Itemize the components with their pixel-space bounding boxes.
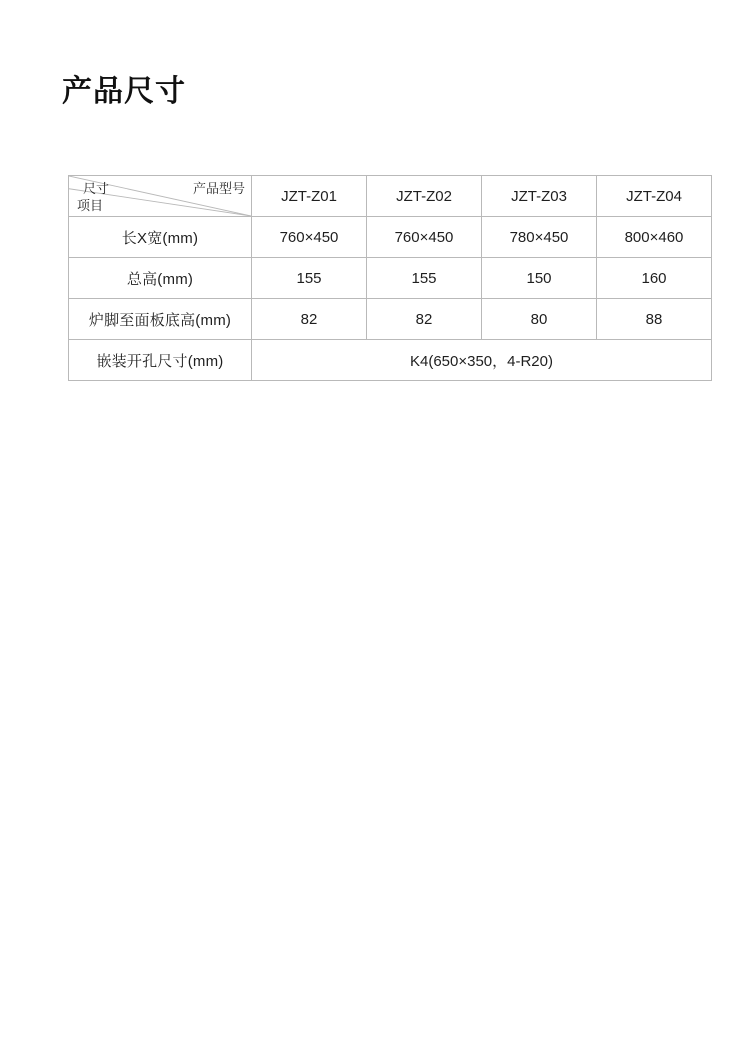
model-header-1: JZT-Z01 xyxy=(252,176,367,217)
row-label-size: 长X宽(mm) xyxy=(69,217,252,258)
cell-height-z04: 160 xyxy=(597,258,712,299)
row-label-foot-height: 炉脚至面板底高(mm) xyxy=(69,299,252,340)
row-label-cutout: 嵌装开孔尺寸(mm) xyxy=(69,340,252,381)
cell-height-z02: 155 xyxy=(367,258,482,299)
cell-size-z03: 780×450 xyxy=(482,217,597,258)
product-dimension-table xyxy=(68,175,712,381)
table-header-row xyxy=(69,176,712,217)
table-row xyxy=(69,299,712,340)
model-header-4: JZT-Z04 xyxy=(597,176,712,217)
cell-size-z01: 760×450 xyxy=(252,217,367,258)
corner-model-label: 产品型号 xyxy=(192,181,245,196)
cell-height-z01: 155 xyxy=(252,258,367,299)
page-title: 产品尺寸 xyxy=(62,75,186,108)
spec-table-container xyxy=(68,175,686,381)
table-corner-header xyxy=(69,176,252,217)
model-header-2: JZT-Z02 xyxy=(367,176,482,217)
cell-foot-height-z03: 80 xyxy=(482,299,597,340)
row-label-height: 总高(mm) xyxy=(69,258,252,299)
cell-cutout-all-models: K4(650×350，4-R20) xyxy=(252,340,712,381)
corner-item-label: 项目 xyxy=(77,198,104,213)
corner-dimension-label: 尺寸 xyxy=(83,181,110,196)
cell-size-z02: 760×450 xyxy=(367,217,482,258)
cell-foot-height-z02: 82 xyxy=(367,299,482,340)
model-header-3: JZT-Z03 xyxy=(482,176,597,217)
cell-height-z03: 150 xyxy=(482,258,597,299)
table-row xyxy=(69,340,712,381)
cell-foot-height-z01: 82 xyxy=(252,299,367,340)
cell-foot-height-z04: 88 xyxy=(597,299,712,340)
cell-size-z04: 800×460 xyxy=(597,217,712,258)
table-row xyxy=(69,258,712,299)
table-row xyxy=(69,217,712,258)
